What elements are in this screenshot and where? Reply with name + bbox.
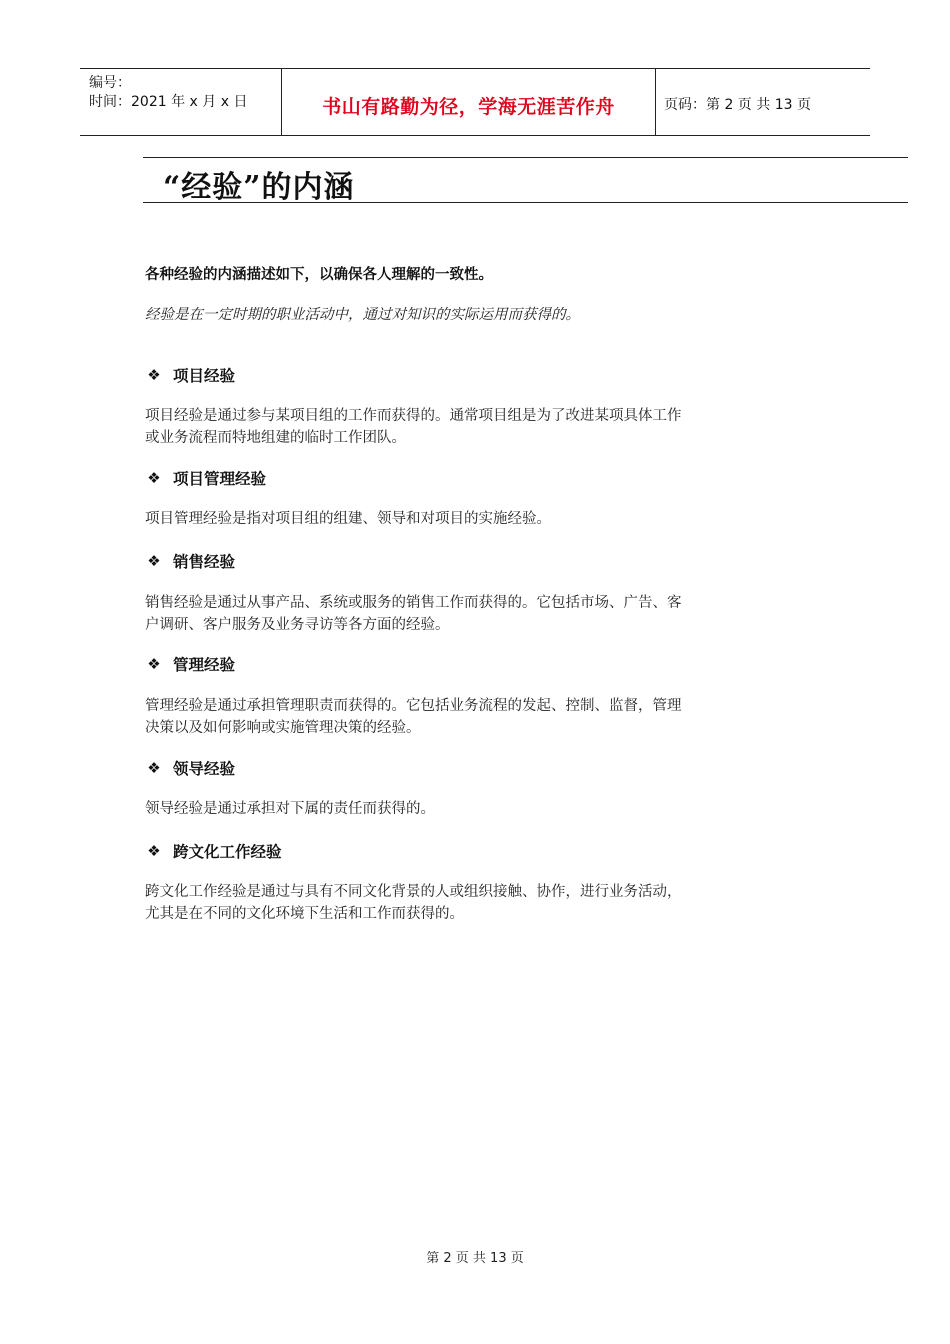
diamond-icon: ❖: [147, 469, 161, 487]
section-body-line: 销售经验是通过从事产品、系统或服务的销售工作而获得的。它包括市场、广告、客: [145, 595, 682, 611]
section-heading-label: 领导经验: [173, 760, 236, 778]
document-date: 时间：2021 年 x 月 x 日: [89, 94, 248, 110]
section-heading: [145, 840, 282, 862]
page-title: “经验”的内涵: [163, 170, 355, 205]
section-body-line: 领导经验是通过承担对下属的责任而获得的。: [145, 801, 435, 817]
document-header: [80, 68, 870, 136]
section-body: [145, 881, 815, 925]
section-body: [145, 405, 815, 449]
title-top-rule: [143, 157, 908, 158]
section-body: [145, 798, 815, 820]
title-bottom-rule: [143, 202, 908, 203]
section-heading: [145, 653, 235, 675]
section-body: [145, 592, 815, 636]
section-body-line: 项目经验是通过参与某项目组的工作而获得的。通常项目组是为了改进某项具体工作: [145, 408, 682, 424]
section-heading: [145, 550, 235, 572]
diamond-icon: ❖: [147, 552, 161, 570]
header-left-cell: [80, 69, 281, 135]
intro-text: 各种经验的内涵描述如下，以确保各人理解的一致性。: [145, 267, 493, 283]
section-body-line: 跨文化工作经验是通过与具有不同文化背景的人或组织接触、协作，进行业务活动，: [145, 884, 682, 900]
section-heading-label: 项目管理经验: [173, 470, 267, 488]
section-body-line: 户调研、客户服务及业务寻访等各方面的经验。: [145, 617, 450, 633]
section-body-line: 或业务流程而特地组建的临时工作团队。: [145, 430, 406, 446]
section-body: [145, 508, 815, 530]
section-heading-label: 项目经验: [173, 367, 236, 385]
section-body: [145, 695, 815, 739]
section-heading-label: 跨文化工作经验: [173, 843, 282, 861]
serial-number-label: 编号：: [89, 75, 131, 91]
diamond-icon: ❖: [147, 366, 161, 384]
section-heading: [145, 364, 235, 386]
definition-text: 经验是在一定时期的职业活动中，通过对知识的实际运用而获得的。: [145, 307, 580, 323]
header-motto: 书山有路勤为径，学海无涯苦作舟: [322, 96, 615, 118]
diamond-icon: ❖: [147, 759, 161, 777]
header-right-cell: [655, 69, 870, 135]
diamond-icon: ❖: [147, 655, 161, 673]
section-heading-label: 管理经验: [173, 656, 236, 674]
section-heading-label: 销售经验: [173, 553, 236, 571]
footer-page-number: 第 2 页 共 13 页: [426, 1251, 524, 1266]
section-body-line: 决策以及如何影响或实施管理决策的经验。: [145, 720, 421, 736]
header-middle-cell: [281, 69, 656, 135]
diamond-icon: ❖: [147, 842, 161, 860]
header-page-info: 页码：第 2 页 共 13 页: [664, 97, 811, 113]
section-heading: [145, 757, 235, 779]
section-body-line: 管理经验是通过承担管理职责而获得的。它包括业务流程的发起、控制、监督，管理: [145, 698, 682, 714]
section-body-line: 项目管理经验是指对项目组的组建、领导和对项目的实施经验。: [145, 511, 551, 527]
section-body-line: 尤其是在不同的文化环境下生活和工作而获得的。: [145, 906, 464, 922]
section-heading: [145, 467, 266, 489]
